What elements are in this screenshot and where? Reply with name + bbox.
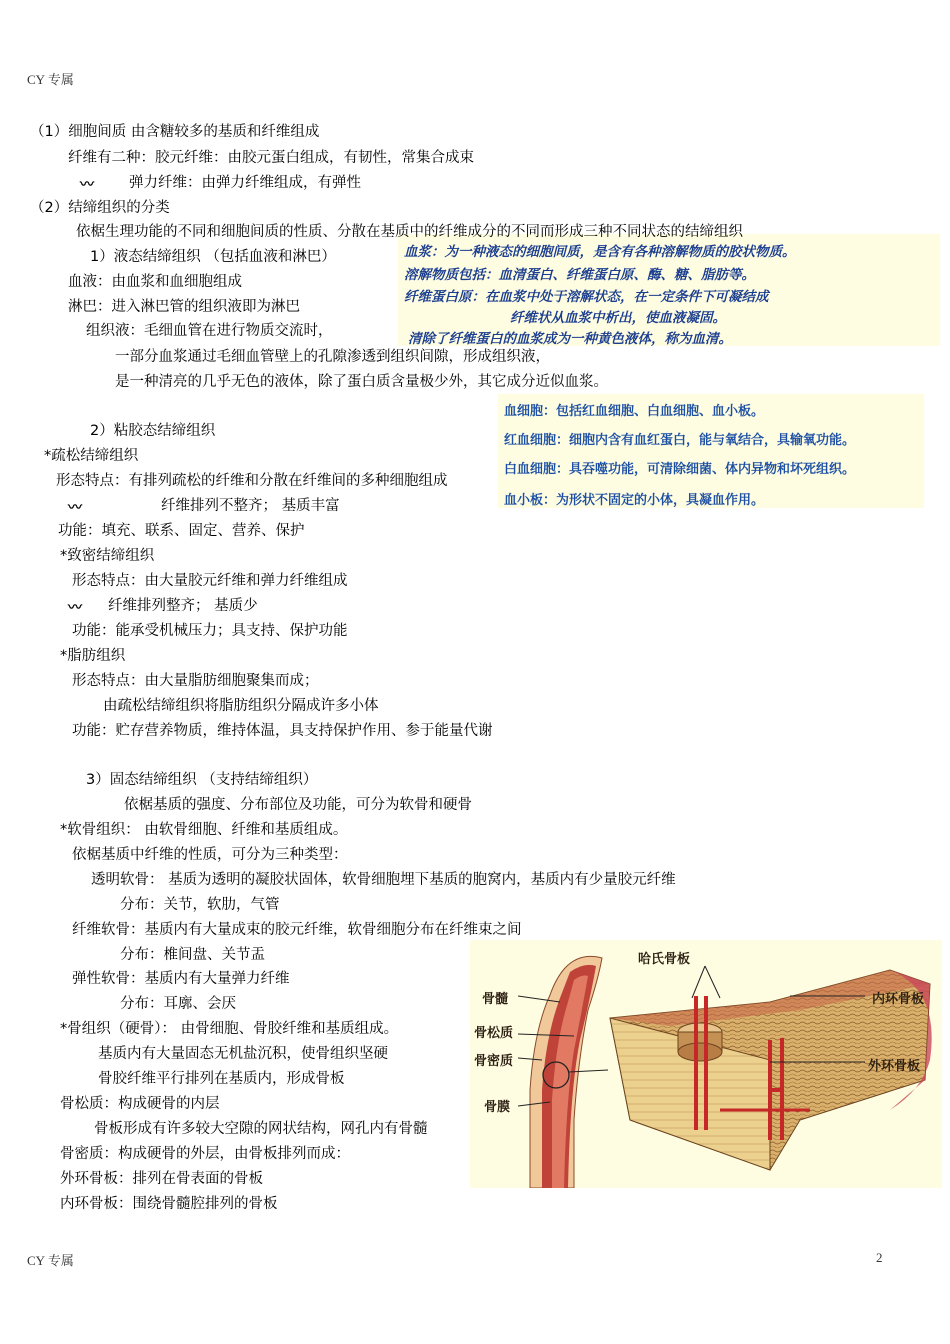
blood-cell-note-line: 白血细胞：具吞噬功能，可清除细菌、体内异物和坏死组织。 [504, 462, 856, 477]
page-header: CY 专属 [27, 72, 74, 87]
text-line: 一部分血浆通过毛细血管壁上的孔隙渗透到组织间隙，形成组织液， [115, 349, 550, 365]
text-line: 形态特点：由大量脂肪细胞聚集而成； [72, 673, 319, 689]
text-line: 骨胶纤维平行排列在基质内，形成骨板 [98, 1071, 345, 1087]
label-compact-bone: 骨密质 [474, 1054, 514, 1069]
label-outer-circumferential-lamella: 外环骨板 [868, 1059, 921, 1074]
plasma-note-line: 纤维状从血浆中析出，使血液凝固。 [510, 310, 726, 326]
text-line: （1）细胞间质 由含糖较多的基质和纤维组成 [30, 124, 320, 140]
blood-cell-note-line: 红血细胞：细胞内含有血红蛋白，能与氧结合，具输氧功能。 [504, 433, 856, 448]
text-line: 骨密质：构成硬骨的外层，由骨板排列而成： [60, 1146, 350, 1162]
text-line: 纤维软骨：基质内有大量成束的胶元纤维，软骨细胞分布在纤维束之间 [72, 922, 522, 938]
text-line: 由疏松结缔组织将脂肪组织分隔成许多小体 [103, 698, 379, 714]
text-line: 1）液态结缔组织 （包括血液和淋巴） [90, 249, 336, 265]
plasma-note-line: 溶解物质包括：血清蛋白、纤维蛋白原、酶、糖、脂肪等。 [404, 267, 755, 283]
text-line: 纤维排列不整齐； 基质丰富 [161, 498, 340, 514]
text-line: *骨组织（硬骨）： 由骨细胞、骨胶纤维和基质组成。 [60, 1021, 399, 1037]
plasma-note-line: 血浆：为一种液态的细胞间质，是含有各种溶解物质的胶状物质。 [404, 244, 796, 260]
text-line: 透明软骨： 基质为透明的凝胶状固体，软骨细胞埋下基质的胞窝内，基质内有少量胶元纤维 [91, 872, 676, 888]
text-line: 依椐基质的强度、分布部位及功能，可分为软骨和硬骨 [124, 797, 472, 813]
label-spongy-bone: 骨松质 [474, 1026, 514, 1041]
text-line: 功能：贮存营养物质，维持体温，具支持保护作用、参于能量代谢 [72, 723, 493, 739]
text-line: *软骨组织： 由软骨细胞、纤维和基质组成。 [60, 822, 348, 838]
text-line: 功能：填充、联系、固定、营养、保护 [58, 523, 305, 539]
text-line: *疏松结缔组织 [44, 448, 139, 464]
label-haversian-lamella: 哈氏骨板 [638, 952, 691, 967]
plasma-note-line: 纤维蛋白原：在血浆中处于溶解状态，在一定条件下可凝结成 [404, 289, 769, 305]
text-line: 骨松质：构成硬骨的内层 [60, 1096, 220, 1112]
plasma-note-box [398, 234, 940, 346]
blood-cell-note-line: 血细胞：包括红血细胞、白血细胞、血小板。 [504, 404, 765, 419]
wavy-symbol: 〰 [80, 177, 92, 193]
text-line: 分布：耳廓、会厌 [120, 996, 236, 1012]
plasma-note-line: 清除了纤维蛋白的血浆成为一种黄色液体，称为血清。 [408, 331, 732, 347]
text-line: 形态特点：有排列疏松的纤维和分散在纤维间的多种细胞组成 [56, 473, 448, 489]
text-line: 3）固态结缔组织 （支持结缔组织） [86, 772, 318, 788]
text-line: 分布：椎间盘、关节盂 [120, 947, 265, 963]
bone-structure-figure [470, 940, 942, 1188]
blood-cell-note-box [498, 394, 924, 508]
text-line: 弹力纤维：由弹力纤维组成，有弹性 [129, 175, 361, 191]
text-line: 纤维有二种：胶元纤维：由胶元蛋白组成，有韧性，常集合成束 [68, 150, 474, 166]
label-bone-marrow: 骨髓 [482, 992, 509, 1007]
text-line: 骨板形成有许多较大空隙的网状结构，网孔内有骨髓 [94, 1121, 428, 1137]
wavy-symbol: 〰 [68, 600, 80, 616]
text-line: 2）粘胶态结缔组织 [90, 423, 216, 439]
text-line: *脂肪组织 [60, 648, 126, 664]
text-line: 内环骨板：围绕骨髓腔排列的骨板 [60, 1196, 278, 1212]
text-line: 功能：能承受机械压力；具支持、保护功能 [72, 623, 348, 639]
text-line: （2）结缔组织的分类 [30, 200, 170, 216]
label-inner-circumferential-lamella: 内环骨板 [872, 992, 925, 1007]
text-line: 分布：关节，软肋，气管 [120, 897, 280, 913]
text-line: 基质内有大量固态无机盐沉积，使骨组织坚硬 [98, 1046, 388, 1062]
page-number: 2 [876, 1250, 883, 1265]
text-line: 依椐基质中纤维的性质，可分为三种类型： [72, 847, 348, 863]
text-line: 组织液：毛细血管在进行物质交流时， [86, 323, 333, 339]
label-periosteum: 骨膜 [484, 1100, 511, 1115]
text-line: 是一种清亮的几乎无色的液体，除了蛋白质含量极少外，其它成分近似血浆。 [115, 374, 608, 390]
text-line: 弹性软骨：基质内有大量弹力纤维 [72, 971, 290, 987]
wavy-symbol: 〰 [68, 500, 80, 516]
blood-cell-note-line: 血小板：为形状不固定的小体，具凝血作用。 [504, 493, 765, 508]
page-footer: CY 专属 [27, 1253, 74, 1268]
text-line: *致密结缔组织 [60, 548, 155, 564]
text-line: 血液：由血浆和血细胞组成 [68, 274, 242, 290]
text-line: 外环骨板：排列在骨表面的骨板 [60, 1171, 263, 1187]
text-line: 淋巴：进入淋巴管的组织液即为淋巴 [68, 299, 300, 315]
text-line: 形态特点：由大量胶元纤维和弹力纤维组成 [72, 573, 348, 589]
text-line: 依椐生理功能的不同和细胞间质的性质、分散在基质中的纤维成分的不同而形成三种不同状态的结缔组织 [76, 224, 743, 240]
text-line: 纤维排列整齐； 基质少 [108, 598, 258, 614]
